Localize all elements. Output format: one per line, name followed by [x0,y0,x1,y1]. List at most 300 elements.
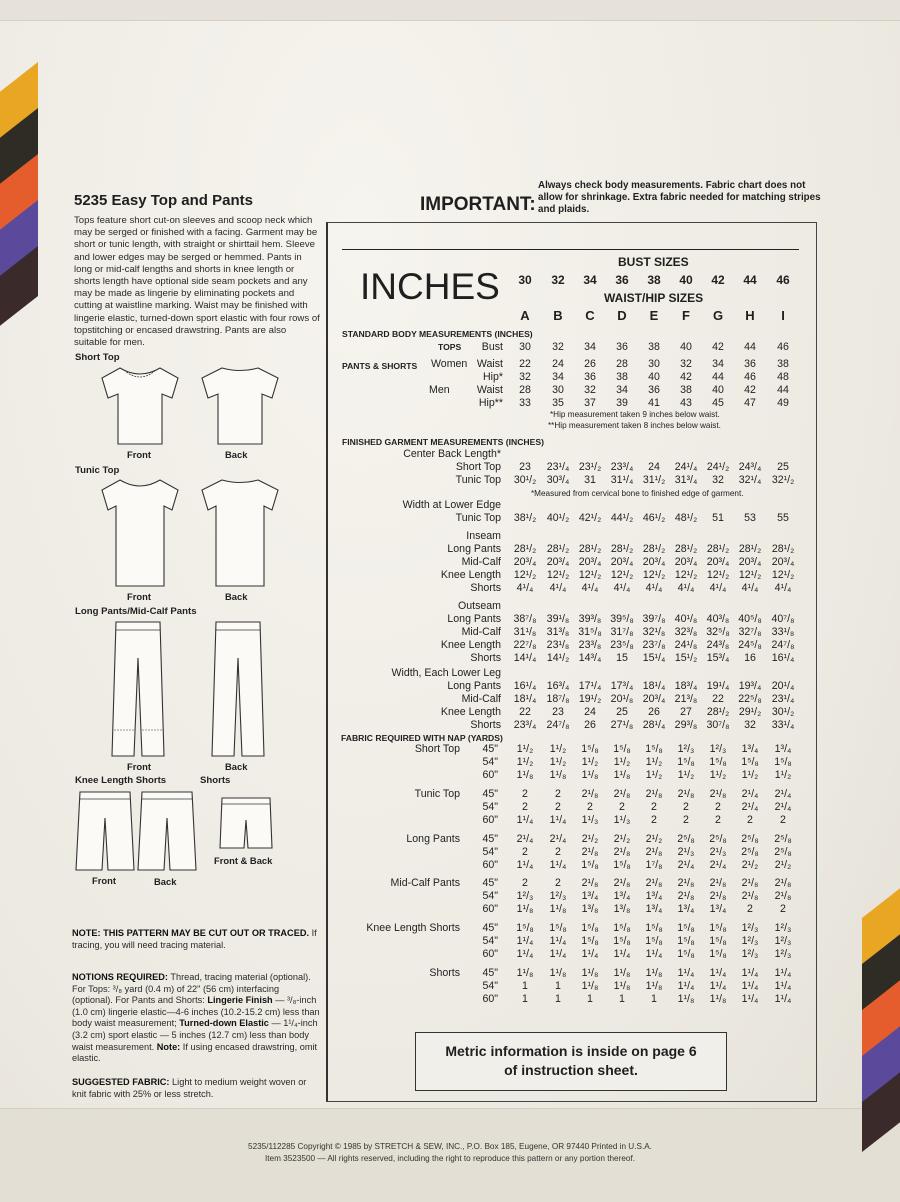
finished-value: 39⁷/₈ [642,613,666,625]
shorts-caption: Front & Back [214,855,273,866]
fabric-yardage: 1²/₃ [774,948,792,960]
fabric-yardage: 1²/₃ [741,948,759,960]
fabric-yardage: 1¹/₈ [645,980,663,992]
fabric-yardage: 2¹/₈ [677,877,695,889]
finished-value: 39³/₈ [578,613,602,625]
finished-value: 30¹/₂ [771,706,795,718]
fabric-yardage: 2¹/₄ [774,788,792,800]
measurement-value: 22 [519,358,531,370]
knee-shorts-label: Knee Length Shorts [75,775,167,786]
measurement-value: 34 [584,341,596,353]
finished-value: 15³/₄ [706,652,730,664]
long-pants-back-drawing [210,618,266,760]
finished-value: 20¹/₄ [771,680,795,692]
fabric-width-label: 54" [482,980,498,992]
measurement-value: 32 [584,384,596,396]
fabric-yardage: 1⁵/₈ [581,935,599,947]
finished-value: 30³/₄ [546,474,570,486]
fabric-yardage: 2¹/₈ [645,788,663,800]
finished-value: 23⁵/₈ [610,639,634,651]
finished-value: 28¹/₂ [642,543,666,555]
finished-value: 29³/₈ [674,719,698,731]
fabric-yardage: 1¹/₈ [549,769,567,781]
fabric-yardage: 1¹/₄ [516,814,534,826]
finished-value: 23³/₄ [513,719,537,731]
fabric-yardage: 2 [555,877,561,889]
inches-heading: INCHES [360,266,500,307]
fabric-yardage: 2¹/₈ [677,788,695,800]
fabric-yardage: 1 [555,980,561,992]
fabric-yardage: 1⁵/₈ [645,743,663,755]
finished-value: 4¹/₄ [581,582,599,594]
fabric-yardage: 1¹/₈ [581,769,599,781]
notions-note-word: Note: [156,1041,181,1052]
measurement-value: 28 [519,384,531,396]
finished-value: 31¹/₄ [610,474,634,486]
fabric-yardage: 2⁵/₈ [709,833,727,845]
fabric-group-label: Short Top [414,743,460,755]
fabric-width-label: 54" [482,935,498,947]
finished-value: 23¹/₂ [578,461,602,473]
fabric-yardage: 1¹/₂ [581,756,599,768]
finished-value: 22 [519,706,531,718]
fabric-yardage: 2 [619,801,625,813]
fabric-yardage: 1¹/₈ [549,903,567,915]
fabric-yardage: 2¹/₃ [677,846,695,858]
long-pants-front-caption: Front [127,761,151,772]
finished-group-title: Center Back Length* [403,448,501,460]
finished-group-title: Outseam [458,600,501,612]
measurement-value: 41 [648,397,660,409]
cut-note-text: If tracing, you will need tracing material. [72,928,317,950]
fabric-yardage: 2¹/₈ [774,890,792,902]
measurement-value: 40 [712,384,724,396]
fabric-yardage: 1¹/₈ [516,967,534,979]
measurement-label: Waist [476,384,503,396]
waist-hip-sizes-label: WAIST/HIP SIZES [604,291,704,305]
fabric-yardage: 1⁵/₈ [645,935,663,947]
finished-value: 24¹/₈ [674,639,698,651]
measurement-value: 48 [777,371,789,383]
envelope-top-flap [0,0,900,21]
fabric-yardage: 1¹/₄ [741,993,759,1005]
fabric-yardage: 1¹/₄ [774,980,792,992]
fabric-yardage: 2¹/₄ [516,833,534,845]
fabric-width-label: 60" [482,814,498,826]
measurement-value: 45 [712,397,724,409]
finished-value: 21³/₈ [674,693,698,705]
measurement-value: 34 [712,358,724,370]
fabric-yardage: 2¹/₈ [774,877,792,889]
fabric-yardage: 1¹/₄ [549,948,567,960]
measurement-value: 32 [519,371,531,383]
measurement-value: 30 [519,341,531,353]
measurement-value: 42 [680,371,692,383]
fabric-yardage: 1 [619,993,625,1005]
fabric-yardage: 2¹/₈ [581,846,599,858]
finished-row-label: Knee Length [440,569,501,581]
measurement-label: Bust [481,341,503,353]
fabric-yardage: 2¹/₂ [613,833,631,845]
measurement-value: 36 [616,341,628,353]
finished-value: 22⁷/₈ [513,639,537,651]
fabric-yardage: 1³/₄ [581,890,599,902]
fabric-yardage: 2⁵/₈ [677,833,695,845]
finished-value: 20³/₄ [674,556,698,568]
fabric-yardage: 1¹/₃ [581,814,599,826]
fabric-yardage: 2⁵/₈ [741,833,759,845]
finished-row-label: Tunic Top [455,474,501,486]
fabric-width-label: 45" [482,743,498,755]
fabric-yardage: 1¹/₄ [741,980,759,992]
fabric-yardage: 2 [651,801,657,813]
finished-value: 24 [648,461,660,473]
fabric-yardage: 2¹/₄ [774,801,792,813]
finished-value: 51 [712,512,724,524]
fabric-yardage: 1¹/₄ [677,967,695,979]
fabric-width-label: 60" [482,993,498,1005]
fabric-group-label: Shorts [429,967,460,979]
notions-text-4: If using encased drawstring, omit elastic. [72,1041,318,1064]
fabric-yardage: 1⁵/₈ [677,922,695,934]
fabric-yardage: 1¹/₄ [516,935,534,947]
finished-value: 18⁷/₈ [546,693,570,705]
fabric-yardage: 2¹/₈ [741,890,759,902]
finished-value: 14³/₄ [578,652,602,664]
fabric-yardage: 1 [522,980,528,992]
notions-note [72,972,322,1065]
finished-value: 32¹/₈ [642,626,666,638]
fabric-yardage: 2¹/₈ [709,890,727,902]
fabric-yardage: 2¹/₈ [645,877,663,889]
fabric-yardage: 2¹/₈ [581,788,599,800]
finished-value: 24⁵/₈ [738,639,762,651]
fabric-width-label: 54" [482,756,498,768]
fabric-width-label: 60" [482,769,498,781]
finished-value: 20³/₄ [642,693,666,705]
finished-value: 20³/₄ [610,556,634,568]
shorts-label: Shorts [200,775,231,786]
measurement-value: 32 [552,341,564,353]
finished-value: 16¹/₄ [771,652,795,664]
finished-row-label: Short Top [455,461,501,473]
finished-value: 27¹/₈ [610,719,634,731]
finished-value: 28¹/₂ [610,543,634,555]
short-top-front-drawing [100,364,180,448]
finished-value: 28¹/₂ [578,543,602,555]
fabric-heading: SUGGESTED FABRIC: [72,1077,170,1087]
measurement-value: 38 [648,341,660,353]
finished-value: 23⁷/₈ [642,639,666,651]
finished-value: 25 [777,461,789,473]
fabric-yardage: 1¹/₂ [516,756,534,768]
fabric-yardage: 2 [555,846,561,858]
fabric-yardage: 2 [715,814,721,826]
measurement-value: 42 [712,341,724,353]
fabric-yardage: 2 [587,801,593,813]
measurement-value: 36 [584,371,596,383]
fabric-yardage: 1³/₈ [581,903,599,915]
fabric-yardage: 2¹/₈ [677,890,695,902]
finished-value: 32⁵/₈ [706,626,730,638]
finished-value: 4¹/₄ [741,582,759,594]
measurement-value: 40 [680,341,692,353]
finished-group-title: Width at Lower Edge [402,499,501,511]
finished-value: 12¹/₂ [771,569,795,581]
finished-value: 20³/₄ [771,556,795,568]
measurement-value: 24 [552,358,564,370]
hip-footnote-2: **Hip measurement taken 8 inches below waist. [548,421,721,430]
copyright-line: 5235/112285 Copyright © 1985 by STRETCH & SEW, INC., P.O. Box 185, Eugene, OR 97440 Printed in U.S.A. [248,1142,652,1151]
measurement-value: 34 [616,384,628,396]
finished-value: 15¹/₄ [642,652,666,664]
measurement-value: 34 [552,371,564,383]
finished-row-label: Mid-Calf [461,693,501,705]
fabric-yardage: 1⁵/₈ [709,935,727,947]
measurement-value: 28 [616,358,628,370]
short-top-label: Short Top [75,352,120,363]
women-group-label: Women [431,358,468,370]
fabric-yardage: 1²/₃ [677,743,695,755]
finished-row-label: Long Pants [447,680,501,692]
size-letter-header: A [520,308,530,323]
fabric-yardage: 1¹/₈ [549,967,567,979]
fabric-yardage: 1¹/₄ [709,980,727,992]
fabric-yardage: 1³/₄ [774,743,792,755]
fabric-yardage: 1¹/₄ [741,967,759,979]
size-letter-header: F [682,308,690,323]
size-letter-header: C [585,308,595,323]
measurement-value: 40 [648,371,660,383]
bust-size-header: 34 [583,273,597,287]
fabric-yardage: 1¹/₂ [741,769,759,781]
finished-row-label: Shorts [470,582,501,594]
fabric-yardage: 1¹/₄ [645,948,663,960]
pattern-description: Tops feature short cut-on sleeves and scoop neck which may be serged or finished with a facing. Garment may be short or tunic length, with straight or shirttail hem. Sleeve and lower edges may be serged or hemmed. Pants in long or mid-calf lengths and shorts in knee length or shorts length have optional side seam pockets and any may be made as lingerie by eliminating pockets and cutting at waistline marking. Waist may be finished with lingerie elastic, turned-down sport elastic with four rows of topstitching or encased drawstring. Pants are also suitable for men. [74,215,320,349]
finished-value: 39⁵/₈ [610,613,634,625]
knee-shorts-back-drawing [136,788,198,874]
finished-value: 12¹/₂ [578,569,602,581]
finished-value: 4¹/₄ [613,582,631,594]
finished-row-label: Mid-Calf [461,626,501,638]
fabric-width-label: 45" [482,877,498,889]
finished-value: 31¹/₂ [642,474,666,486]
finished-measurements-heading: FINISHED GARMENT MEASUREMENTS (INCHES) [342,437,544,447]
fabric-yardage: 1³/₄ [709,903,727,915]
fabric-yardage: 1⁵/₈ [613,935,631,947]
fabric-yardage: 2 [683,814,689,826]
fabric-yardage: 1⁵/₈ [613,922,631,934]
fabric-yardage: 1¹/₈ [613,967,631,979]
finished-value: 20¹/₈ [610,693,634,705]
finished-value: 32⁷/₈ [738,626,762,638]
long-pants-front-drawing [110,618,166,760]
fabric-yardage: 1³/₄ [741,743,759,755]
finished-value: 20³/₄ [513,556,537,568]
fabric-yardage: 1³/₈ [613,903,631,915]
knee-shorts-front-drawing [74,788,136,874]
finished-value: 16 [744,652,756,664]
finished-value: 40⁵/₈ [738,613,762,625]
finished-value: 24⁷/₈ [771,639,795,651]
fabric-yardage: 2¹/₄ [741,801,759,813]
measurement-value: 36 [648,384,660,396]
finished-value: 40⁷/₈ [771,613,795,625]
finished-value: 18³/₄ [674,680,698,692]
tops-group-label: TOPS [438,342,462,352]
finished-value: 39¹/₈ [546,613,570,625]
fabric-yardage: 1¹/₂ [709,769,727,781]
finished-value: 55 [777,512,789,524]
finished-group-title: Inseam [466,530,501,542]
standard-measurements-heading: STANDARD BODY MEASUREMENTS (INCHES) [342,329,533,339]
fabric-yardage: 1²/₃ [741,922,759,934]
finished-value: 32³/₈ [674,626,698,638]
fabric-yardage: 1¹/₄ [581,948,599,960]
measurement-value: 44 [712,371,724,383]
fabric-yardage: 2¹/₄ [709,859,727,871]
finished-value: 48¹/₂ [674,512,698,524]
size-letter-header: G [712,308,724,323]
finished-value: 4¹/₄ [516,582,534,594]
fabric-yardage: 1¹/₄ [774,993,792,1005]
fabric-yardage: 2¹/₂ [741,859,759,871]
tunic-top-back-drawing [200,476,280,590]
finished-value: 24³/₄ [738,461,762,473]
finished-value: 24⁷/₈ [546,719,570,731]
short-top-back-drawing [200,364,280,448]
finished-value: 31 [584,474,596,486]
finished-value: 14¹/₂ [546,652,570,664]
fabric-yardage: 1³/₄ [645,890,663,902]
bust-sizes-label: BUST SIZES [618,255,689,269]
notions-text-3: — 1¹/₄-inch (3.2 cm) sport elastic — 5 inches (12.7 cm) less than body waist measurement. [72,1018,318,1052]
fabric-group-label: Long Pants [406,833,460,845]
finished-value: 38⁷/₈ [513,613,537,625]
finished-value: 12¹/₂ [513,569,537,581]
fabric-yardage: 1¹/₄ [709,967,727,979]
finished-value: 46¹/₂ [642,512,666,524]
finished-value: 4¹/₄ [677,582,695,594]
fabric-yardage: 1¹/₈ [516,903,534,915]
finished-value: 15¹/₂ [674,652,698,664]
knee-shorts-back-caption: Back [154,876,177,887]
pattern-title: 5235 Easy Top and Pants [74,192,253,209]
bust-size-header: 42 [711,273,725,287]
fabric-group-label: Tunic Top [414,788,460,800]
finished-value: 31¹/₈ [513,626,537,638]
tunic-top-front-drawing [100,476,180,590]
finished-value: 23¹/₈ [546,639,570,651]
finished-value: 40³/₈ [706,613,730,625]
finished-row-label: Mid-Calf [461,556,501,568]
finished-value: 4¹/₄ [549,582,567,594]
bust-size-header: 32 [551,273,565,287]
finished-value: 19¹/₂ [578,693,602,705]
fabric-yardage: 1⁵/₈ [677,935,695,947]
fabric-yardage: 1¹/₄ [549,814,567,826]
short-top-front-caption: Front [127,449,151,460]
fabric-requirements-heading: FABRIC REQUIRED WITH NAP (YARDS) [341,733,503,743]
fabric-yardage: 2⁵/₈ [774,846,792,858]
fabric-width-label: 54" [482,846,498,858]
measurement-label: Waist [476,358,503,370]
measurement-label: Hip** [478,397,503,409]
fabric-width-label: 45" [482,833,498,845]
fabric-note [72,1077,322,1100]
measurement-value: 39 [616,397,628,409]
fabric-yardage: 1¹/₂ [549,743,567,755]
fabric-yardage: 1¹/₂ [516,743,534,755]
fabric-yardage: 2¹/₈ [613,846,631,858]
bust-size-header: 36 [615,273,629,287]
fabric-yardage: 2 [715,801,721,813]
measurement-value: 30 [552,384,564,396]
fabric-yardage: 2¹/₂ [774,859,792,871]
fabric-yardage: 1¹/₈ [613,769,631,781]
fabric-yardage: 1¹/₈ [581,980,599,992]
fabric-yardage: 2¹/₈ [581,877,599,889]
measurement-value: 44 [777,384,789,396]
bust-size-header: 46 [776,273,790,287]
fabric-yardage: 2¹/₃ [709,846,727,858]
finished-value: 28¹/₂ [706,706,730,718]
fabric-yardage: 1³/₄ [613,890,631,902]
measurement-value: 32 [680,358,692,370]
fabric-width-label: 60" [482,903,498,915]
finished-value: 12¹/₂ [738,569,762,581]
fabric-yardage: 1¹/₄ [677,980,695,992]
finished-value: 15 [616,652,628,664]
finished-value: 23 [519,461,531,473]
fabric-yardage: 1¹/₂ [549,756,567,768]
finished-value: 28¹/₂ [738,543,762,555]
finished-value: 17¹/₄ [578,680,602,692]
fabric-yardage: 1²/₃ [741,935,759,947]
finished-value: 12¹/₂ [642,569,666,581]
finished-value: 23¹/₄ [546,461,570,473]
fabric-yardage: 2 [555,788,561,800]
fabric-yardage: 2¹/₈ [709,788,727,800]
finished-value: 12¹/₂ [610,569,634,581]
fabric-yardage: 2 [747,814,753,826]
finished-value: 33¹/₄ [771,719,795,731]
finished-row-label: Long Pants [447,543,501,555]
finished-value: 23³/₄ [610,461,634,473]
finished-row-label: Knee Length [440,639,501,651]
shorts-drawing [218,794,274,852]
fabric-yardage: 2¹/₂ [645,833,663,845]
finished-value: 30⁷/₈ [706,719,730,731]
measurement-value: 46 [777,341,789,353]
short-top-back-caption: Back [225,449,248,460]
size-letter-header: E [649,308,659,323]
fabric-yardage: 1¹/₈ [709,993,727,1005]
fabric-yardage: 2¹/₈ [613,788,631,800]
fabric-yardage: 1²/₃ [516,890,534,902]
fabric-yardage: 1⁵/₈ [709,948,727,960]
fabric-width-label: 54" [482,801,498,813]
fabric-yardage: 1¹/₄ [516,859,534,871]
fabric-yardage: 1¹/₈ [581,967,599,979]
fabric-yardage: 1 [587,993,593,1005]
fabric-width-label: 45" [482,922,498,934]
fabric-yardage: 1¹/₂ [613,756,631,768]
finished-value: 29¹/₂ [738,706,762,718]
measurement-value: 44 [744,341,756,353]
fabric-yardage: 1²/₃ [549,890,567,902]
fabric-yardage: 2¹/₈ [613,877,631,889]
